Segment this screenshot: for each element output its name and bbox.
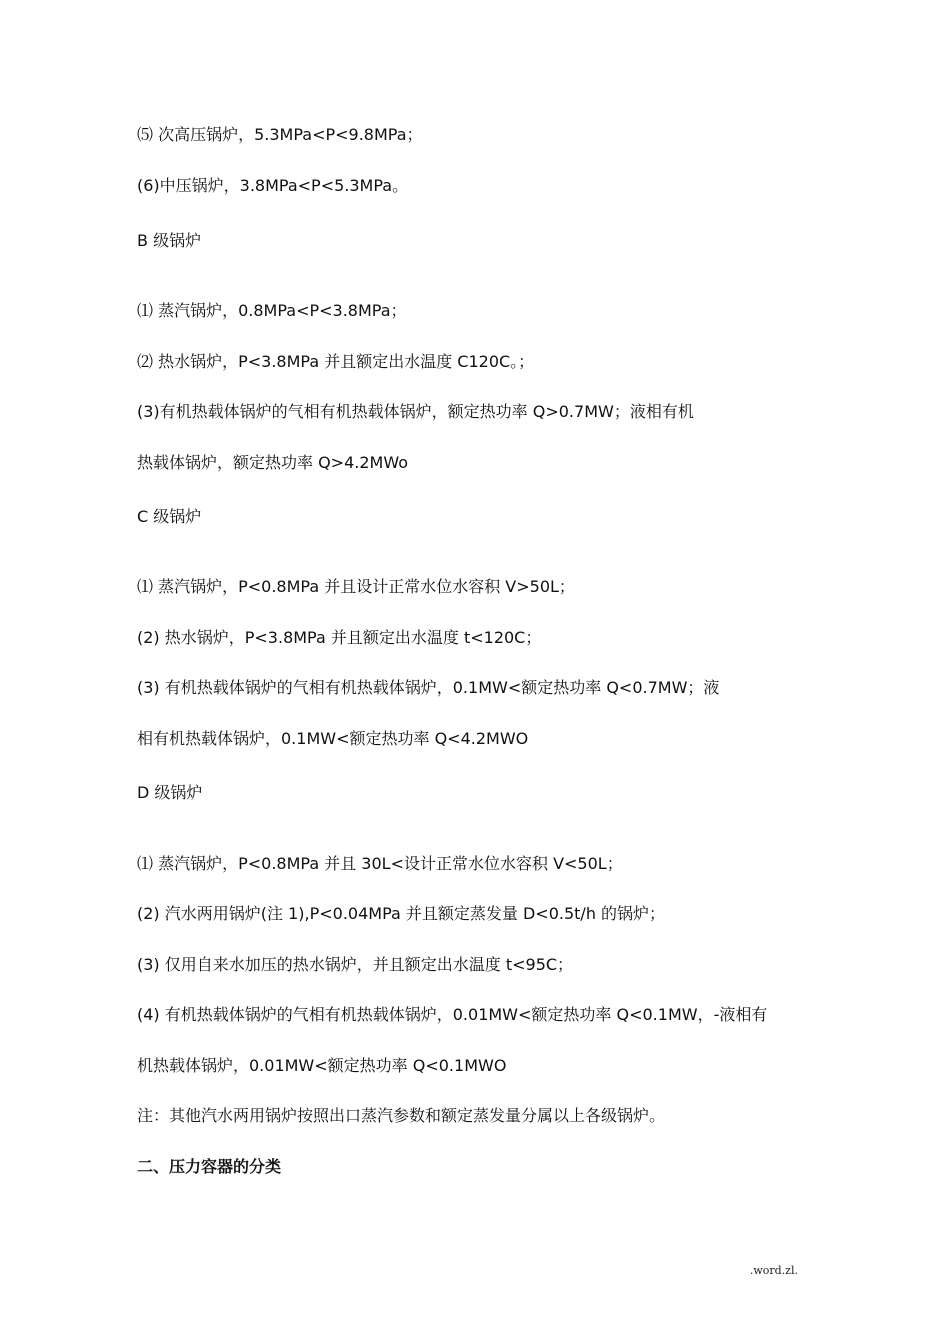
text-line: ⑴ 蒸汽锅炉，0.8MPa<P<3.8MPa； xyxy=(137,301,407,320)
text-line: D 级锅炉 xyxy=(137,783,203,802)
text-line: B 级锅炉 xyxy=(137,231,202,250)
text-line: ⑸ 次高压锅炉，5.3MPa<P<9.8MPa； xyxy=(137,125,423,144)
text-line: ⑵ 热水锅炉，P<3.8MPa 并且额定出水温度 C120C。； xyxy=(137,352,535,371)
text-line: (3) 有机热载体锅炉的气相有机热载体锅炉，0.1MW<额定热功率 Q<0.7MW；液 xyxy=(137,678,720,697)
text-line: (2) 热水锅炉，P<3.8MPa 并且额定出水温度 t<120C； xyxy=(137,628,542,647)
text-line: 热载体锅炉，额定热功率 Q>4.2MWo xyxy=(137,453,409,472)
text-line: (2) 汽水两用锅炉(注 1),P<0.04MPa 并且额定蒸发量 D<0.5t/h 的锅炉； xyxy=(137,904,666,923)
page-footer: .word.zl. xyxy=(749,1264,798,1277)
text-line: ⑴ 蒸汽锅炉，P<0.8MPa 并且 30L<设计正常水位水容积 V<50L； xyxy=(137,854,623,873)
text-line: (3) 仅用自来水加压的热水锅炉，并且额定出水温度 t<95C； xyxy=(137,955,574,974)
text-line: (3)有机热载体锅炉的气相有机热载体锅炉，额定热功率 Q>0.7MW；液相有机 xyxy=(137,402,694,421)
text-line: 机热载体锅炉，0.01MW<额定热功率 Q<0.1MWO xyxy=(137,1056,507,1075)
section-heading: 二、压力容器的分类 xyxy=(137,1157,282,1176)
text-line: (6)中压锅炉，3.8MPa<P<5.3MPa。 xyxy=(137,176,409,195)
text-line: 相有机热载体锅炉，0.1MW<额定热功率 Q<4.2MWO xyxy=(137,729,529,748)
text-line: (4) 有机热载体锅炉的气相有机热载体锅炉，0.01MW<额定热功率 Q<0.1MW，-液相有 xyxy=(137,1005,768,1024)
text-line: 注：其他汽水两用锅炉按照出口蒸汽参数和额定蒸发量分属以上各级锅炉。 xyxy=(137,1106,666,1125)
text-line: C 级锅炉 xyxy=(137,507,202,526)
text-line: ⑴ 蒸汽锅炉，P<0.8MPa 并且设计正常水位水容积 V>50L； xyxy=(137,577,575,596)
